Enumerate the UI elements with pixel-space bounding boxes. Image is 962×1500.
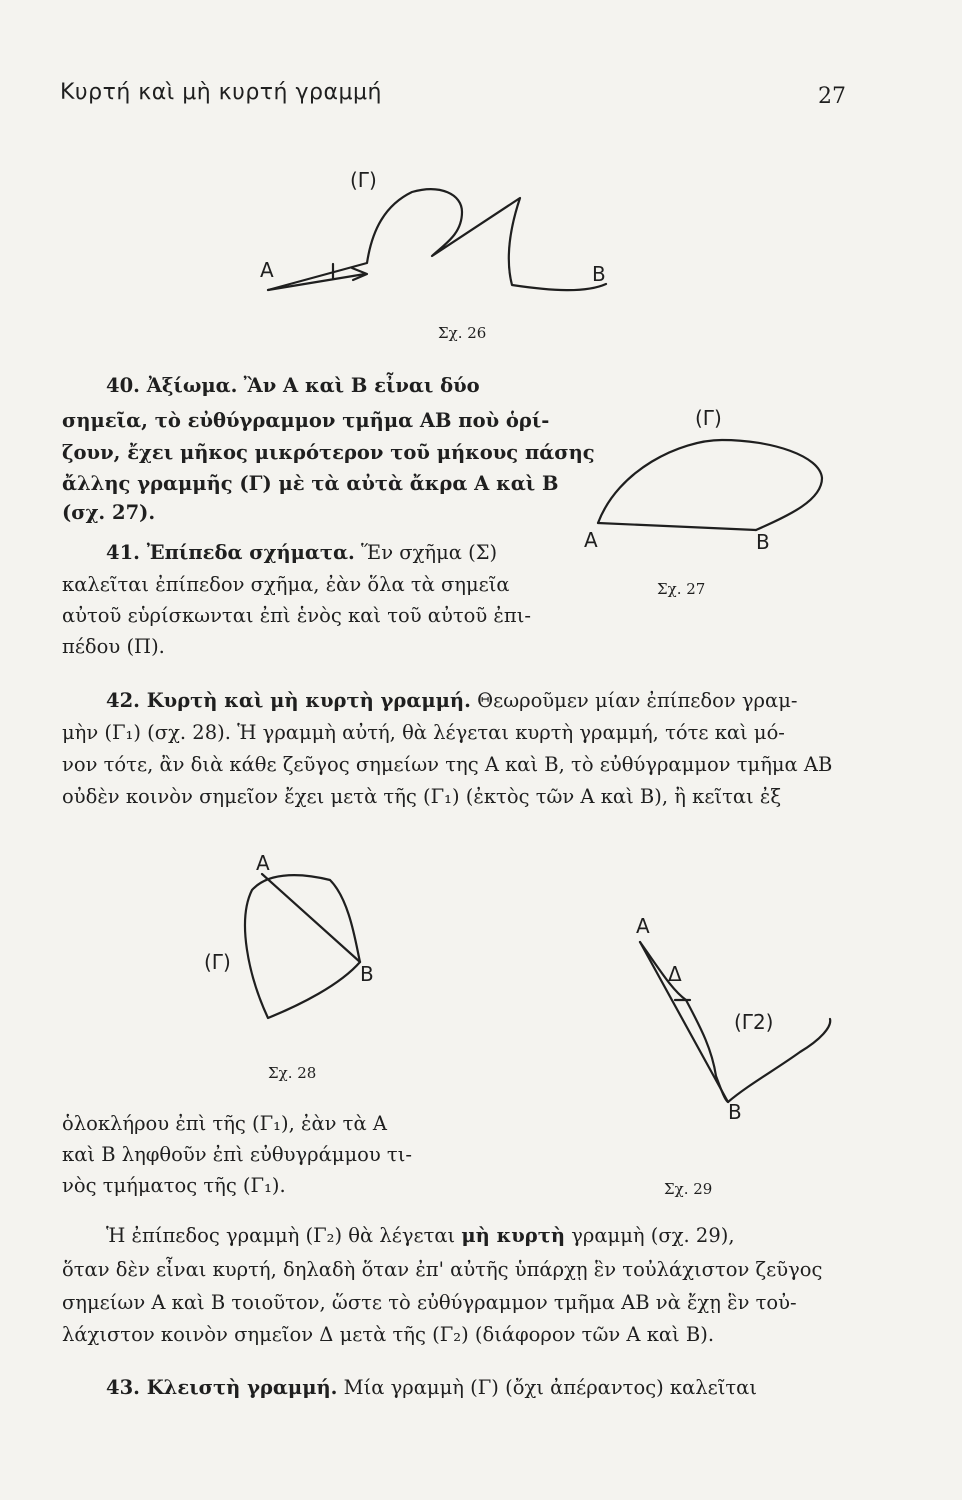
page-number: 27: [818, 84, 846, 109]
fig26-label-gamma: (Γ): [350, 168, 377, 192]
fig27-caption: Σχ. 27: [657, 580, 706, 598]
sec40-heading: 40. Ἀξίωμα.: [106, 374, 238, 397]
fig27-label-b: Β: [756, 530, 770, 554]
fig29-label-delta: Δ: [668, 962, 682, 986]
sec42-line-2: μὴν (Γ₁) (σχ. 28). Ἡ γραμμὴ αὐτή, θὰ λέγεται κυρτὴ γραμμή, τότε καὶ μό-: [62, 721, 785, 744]
sec41-line-4: πέδου (Π).: [62, 635, 165, 658]
sec42-para2-line-3: σημείων Α καὶ Β τοιοῦτον, ὥστε τὸ εὐθύγραμμον τμῆμα ΑΒ νὰ ἔχῃ ἓν τοὐ-: [62, 1291, 797, 1314]
sec40-line-4: ἄλλης γραμμῆς (Γ) μὲ τὰ αὐτὰ ἄκρα Α καὶ Β: [62, 472, 559, 495]
sec42-line-7: νὸς τμήματος τῆς (Γ₁).: [62, 1174, 286, 1197]
fig29-label-b: Β: [728, 1100, 742, 1124]
sec42-para2-line-4: λάχιστον κοινὸν σημεῖον Δ μετὰ τῆς (Γ₂) (διάφορον τῶν Α καὶ Β).: [62, 1323, 715, 1346]
fig29-ab-segment: [640, 942, 728, 1102]
sec42-heading: 42. Κυρτὴ καὶ μὴ κυρτὴ γραμμή.: [106, 689, 471, 712]
sec42-para2-line-2: ὅταν δὲν εἶναι κυρτή, δηλαδὴ ὅταν ἐπ' αὐτῆς ὑπάρχῃ ἓν τοὐλάχιστον ζεῦγος: [62, 1258, 823, 1281]
sec41-heading: 41. Ἐπίπεδα σχήματα.: [106, 541, 355, 564]
sec41-text-1: Ἕν σχῆμα (Σ): [361, 541, 498, 564]
fig26-label-a: Α: [260, 258, 274, 282]
fig29-caption: Σχ. 29: [664, 1180, 713, 1198]
sec42-para2-term: μὴ κυρτὴ: [461, 1224, 566, 1247]
sec41-line-3: αὐτοῦ εὑρίσκωνται ἐπὶ ἑνὸς καὶ τοῦ αὐτοῦ ἐπι-: [62, 604, 531, 627]
fig29-label-a: Α: [636, 914, 650, 938]
fig27-label-a: Α: [584, 528, 598, 552]
sec42-para2-line-1: [106, 1226, 735, 1246]
fig28-caption: Σχ. 28: [268, 1064, 317, 1082]
sec43-line-1: [106, 1378, 757, 1398]
sec42-text-1: Θεωροῦμεν μίαν ἐπίπεδον γραμ-: [477, 689, 798, 712]
sec42-para2-text-c: γραμμὴ (σχ. 29),: [571, 1224, 735, 1247]
running-header: Κυρτή καὶ μὴ κυρτή γραμμή: [60, 80, 382, 105]
fig28-label-b: Β: [360, 962, 374, 986]
sec40-text-1: Ἂν Α καὶ Β εἶναι δύο: [243, 374, 480, 397]
fig28-label-gamma: (Γ): [204, 950, 231, 974]
sec42-line-6: καὶ Β ληφθοῦν ἐπὶ εὐθυγράμμου τι-: [62, 1143, 412, 1166]
fig26-label-b: Β: [592, 262, 606, 286]
fig28-label-a: Α: [256, 851, 270, 875]
fig26-caption: Σχ. 26: [438, 324, 487, 342]
sec42-para2-text-a: Ἡ ἐπίπεδος γραμμὴ (Γ₂) θὰ λέγεται: [106, 1224, 456, 1247]
sec43-text-1: Μία γραμμὴ (Γ) (ὄχι ἀπέραντος) καλεῖται: [343, 1376, 757, 1399]
fig29-label-gamma: (Γ2): [734, 1010, 774, 1034]
sec40-line-3: ζουν, ἔχει μῆκος μικρότερον τοῦ μήκους πάσης: [62, 441, 595, 464]
sec41-line-2: καλεῖται ἐπίπεδον σχῆμα, ἐὰν ὅλα τὰ σημεῖα: [62, 573, 510, 596]
sec40-line-5: (σχ. 27).: [62, 501, 156, 524]
sec42-line-5: ὁλοκλήρου ἐπὶ τῆς (Γ₁), ἐὰν τὰ Α: [62, 1112, 387, 1135]
sec43-heading: 43. Κλειστὴ γραμμή.: [106, 1376, 338, 1399]
sec42-line-4: οὐδὲν κοινὸν σημεῖον ἔχει μετὰ τῆς (Γ₁) (ἐκτὸς τῶν Α καὶ Β), ἢ κεῖται ἐξ: [62, 785, 782, 808]
fig27-label-gamma: (Γ): [695, 406, 722, 430]
sec42-line-3: νον τότε, ἂν διὰ κάθε ζεῦγος σημείων της Α καὶ Β, τὸ εὐθύγραμμον τμῆμα ΑΒ: [62, 753, 833, 776]
sec40-line-2: σημεῖα, τὸ εὐθύγραμμον τμῆμα ΑΒ ποὺ ὁρί-: [62, 409, 550, 432]
